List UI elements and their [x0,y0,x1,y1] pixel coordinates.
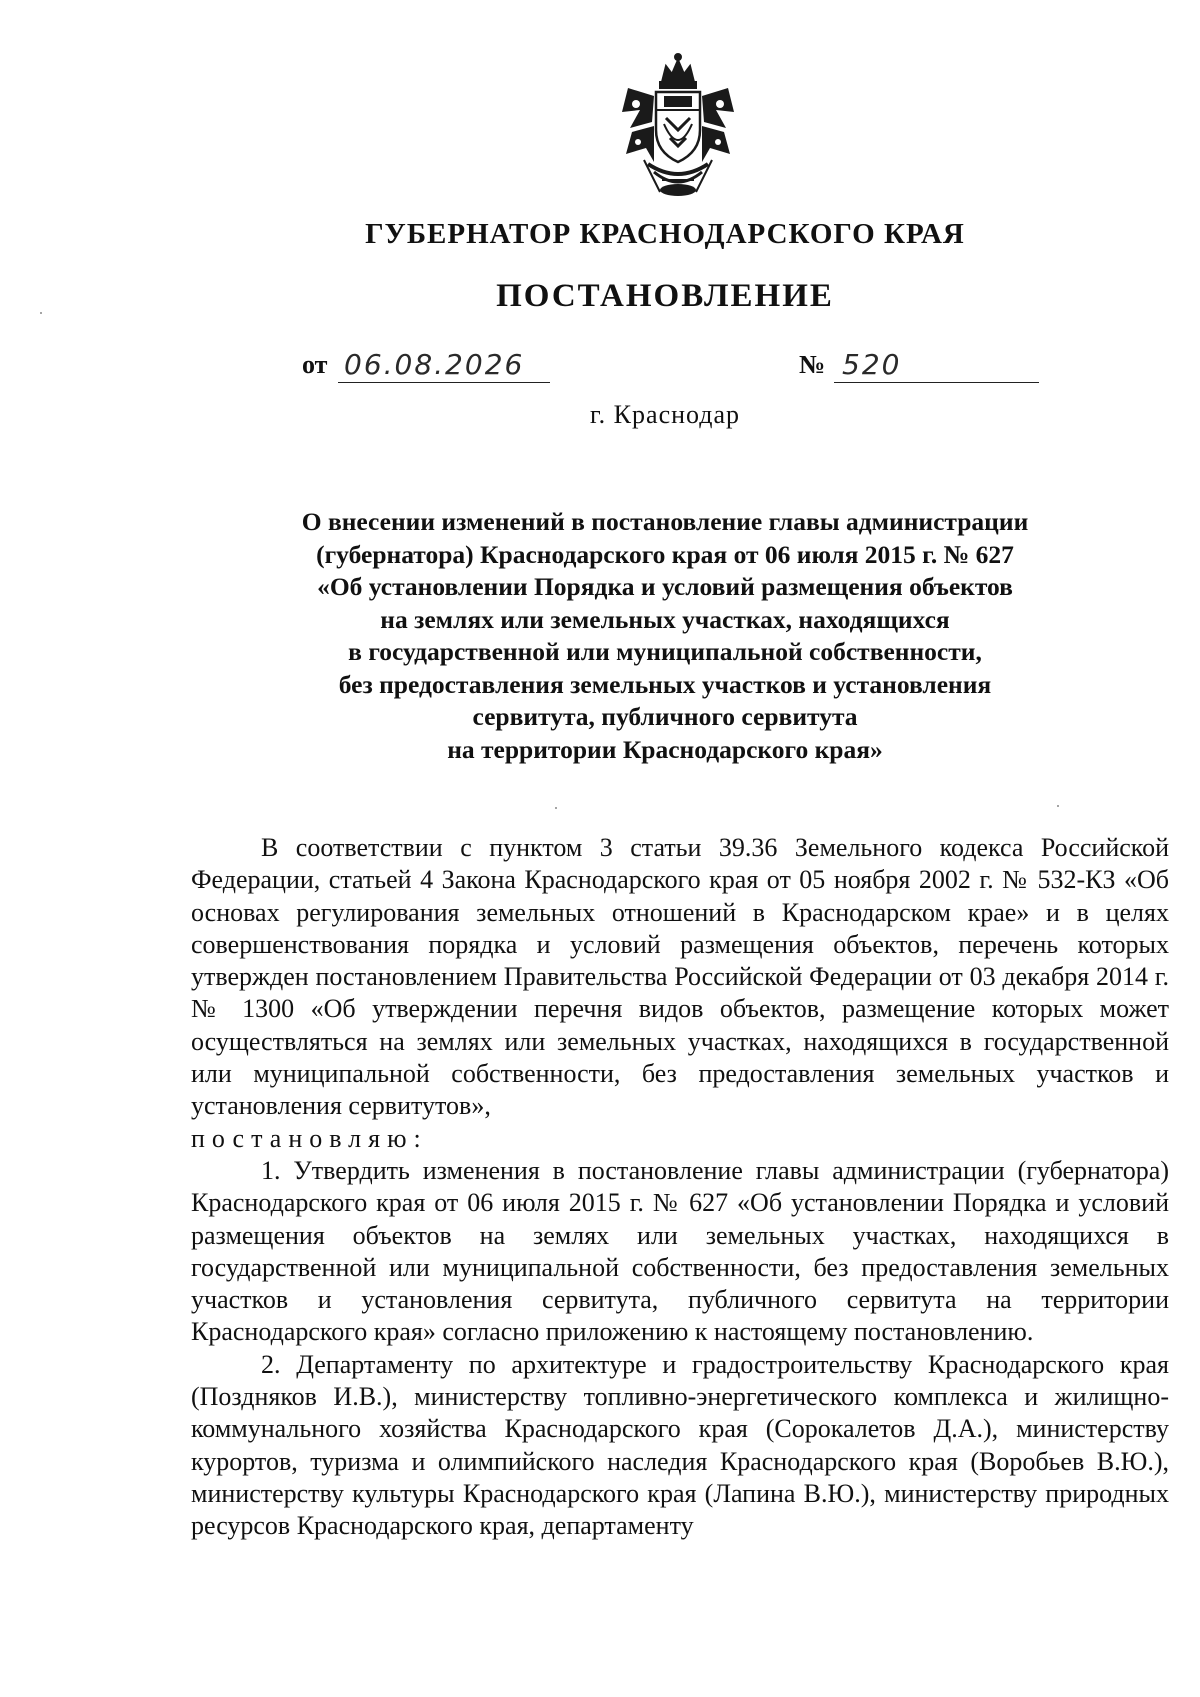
scan-speck [40,312,42,314]
title-line: на землях или земельных участках, находящихся [380,604,950,634]
scan-speck [555,807,557,809]
title-line: на территории Краснодарского края» [447,734,883,764]
date-prefix: от [302,350,328,379]
document-type: ПОСТАНОВЛЕНИЕ [496,278,834,314]
issuing-authority: ГУБЕРНАТОР КРАСНОДАРСКОГО КРАЯ [365,218,965,250]
preamble-paragraph: В соответствии с пунктом 3 статьи 39.36 Земельного кодекса Российской Федерации, статьей 4 Закона Краснодарского края от 05 ноября 2002 г. № 532-КЗ «Об основах регулирования земельных отношений в Краснодарском крае» и в целях совершенствования порядка и условий размещения объектов, перечень которых утвержден постановлением Правительства Российской Федерации от 03 декабря 2014 г. № 1300 «Об утверждении перечня видов объектов, размещение которых может осуществляться на землях или земельных участках, находящихся в государственной или муниципальной собственности, без предоставления земельных участков и установления сервитутов», [191,833,1169,1121]
number-underline [834,382,1039,383]
title-line: «Об установлении Порядка и условий размещения объектов [317,572,1013,601]
date-underline [338,382,550,383]
document-title [200,506,1130,766]
city: г. Краснодар [589,400,741,429]
scan-speck [1057,805,1059,807]
title-line: О внесении изменений в постановление главы администрации [301,507,1029,536]
resolve-word: постановляю: [191,1123,428,1153]
number-value: 520 [842,348,902,381]
number-prefix: № [799,350,826,379]
krasnodar-coat-of-arms-icon [618,52,738,202]
date-value: 06.08.2026 [344,348,525,381]
title-line: сервитута, публичного сервитута [472,702,858,731]
resolve-line [191,1123,1169,1155]
item-1-paragraph: 1. Утвердить изменения в постановление главы администрации (губернатора) Краснодарского края от 06 июля 2015 г. № 627 «Об установлении Порядка и условий размещения объектов на землях или земельных участках, находящихся в государственной или муниципальной собственности, без предоставления земельных участков и установления сервитута, публичного сервитута на территории Краснодарского края» согласно приложению к настоящему постановлению. [191,1155,1169,1347]
document-body [191,832,1169,1543]
item-2-paragraph: 2. Департаменту по архитектуре и градостроительству Краснодарского края (Поздняков И.В.), министерству топливно-энергетического комплекса и жилищно-коммунального хозяйства Краснодарского края (Сорокалетов Д.А.), министерству курортов, туризма и олимпийского наследия Краснодарского края (Воробьев В.Ю.), министерству культуры Краснодарского края (Лапина В.Ю.), министерству природных ресурсов Краснодарского края, департаменту [191,1349,1169,1541]
title-line: в государственной или муниципальной собственности, [348,637,982,666]
title-line: (губернатора) Краснодарского края от 06 июля 2015 г. № 627 [316,539,1014,569]
title-line: без предоставления земельных участков и установления [338,669,992,699]
